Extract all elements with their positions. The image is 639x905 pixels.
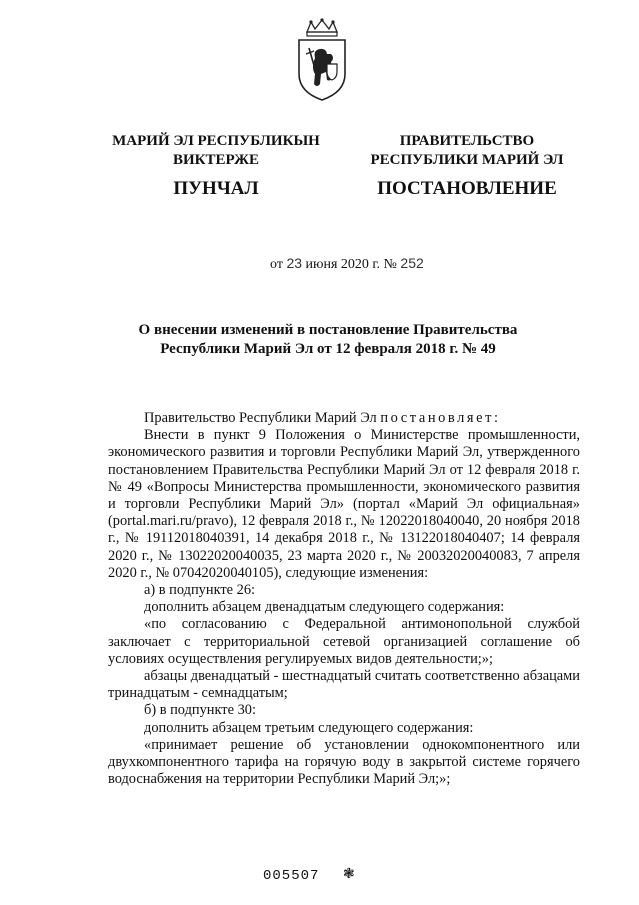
document-date [270, 255, 424, 273]
title-line1: О внесении изменений в постановление Правительства [138, 322, 518, 338]
coat-of-arms-icon [293, 18, 351, 102]
date-month-year: июня 2020 г. № [305, 257, 397, 272]
intro-verb: постановляет: [380, 410, 501, 426]
header-left-line2: ВИКТЕРЖЕ [172, 152, 260, 168]
date-prefix: от [270, 257, 283, 272]
paragraph-7: дополнить абзацем третьим следующего содержания: [144, 719, 474, 736]
intro-paragraph [108, 410, 580, 427]
paragraph-4: «по согласованию с Федеральной антимонопольной службой заключает с территориальной сетевой организацией соглашение об условиях осуществления регулируемых видов деятельности;»; [108, 616, 580, 667]
form-serial-number: 005507 [263, 868, 320, 884]
paragraph-2: а) в подпункте 26: [144, 582, 256, 599]
paragraph-6: б) в подпункте 30: [144, 702, 256, 719]
footer-mark-icon: ❃ [343, 867, 355, 882]
doc-type-mari: ПУНЧАЛ [173, 178, 259, 199]
header-right [358, 132, 576, 170]
header-right-line1: ПРАВИТЕЛЬСТВО [399, 133, 535, 149]
header-left [92, 132, 340, 170]
header-left-line1: МАРИЙ ЭЛ РЕСПУБЛИКЫН [112, 133, 320, 149]
header-right-line2: РЕСПУБЛИКИ МАРИЙ ЭЛ [370, 152, 564, 168]
paragraph-3: дополнить абзацем двенадцатым следующего содержания: [144, 599, 505, 616]
title-line2: Республики Марий Эл от 12 февраля 2018 г. № 49 [160, 341, 496, 357]
doc-type-russian: ПОСТАНОВЛЕНИЕ [377, 178, 557, 199]
paragraph-8: «принимает решение об установлении однокомпонентного или двухкомпонентного тарифа на горячую воду в закрытой системе горячего водоснабжения на территории Республики Марий Эл;»; [108, 736, 580, 788]
paragraph-5: абзацы двенадцатый - шестнадцатый считать соответственно абзацами тринадцатым - семнадцатым; [108, 668, 580, 702]
document-number: 252 [400, 255, 424, 271]
date-day: 23 [286, 255, 303, 271]
intro-subject: Правительство Республики Марий Эл [144, 410, 377, 426]
paragraph-1: Внести в пункт 9 Положения о Министерстве промышленности, экономического развития и торговли Республики Марий Эл, утвержденного постановлением Правительства Республики Марий Эл от 12 февраля 2018 г. № 49 «Вопросы Министерства промышленности, экономического развития и торговли Республики Марий Эл» (портал «Марий Эл официальная» (portal.mari.ru/pravo), 12 февраля 2018 г., № 12022018040040, 20 ноября 2018 г., № 19112018040391, 14 декабря 2018 г., № 13122018040407; 14 февраля 2020 г., № 13022020040035, 23 марта 2020 г., № 20032020040083, 7 апреля 2020 г., № 07042020040105), следующие изменения: [108, 427, 580, 581]
document-body [108, 410, 580, 788]
document-title [120, 321, 536, 359]
